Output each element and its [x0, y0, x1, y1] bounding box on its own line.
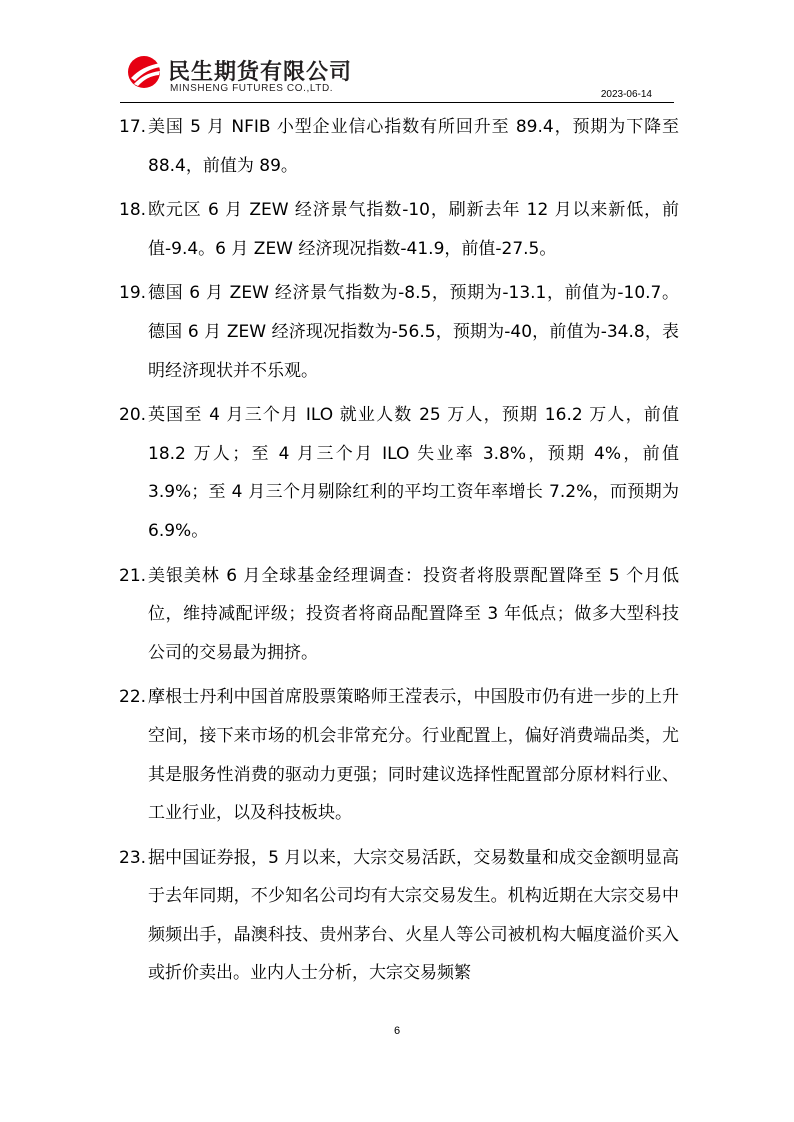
minsheng-logo-icon: [126, 54, 164, 90]
item-number: 18.: [119, 200, 147, 221]
item-number: 23.: [119, 847, 147, 868]
news-item-23: [119, 839, 679, 993]
header-divider: [120, 102, 674, 103]
item-text: 德国 6 月 ZEW 经济景气指数为-8.5，预期为-13.1，前值为-10.7。德国 6 月 ZEW 经济现况指数为-56.5，预期为-40，前值为-34.8，表明经济现状并不乐观。: [148, 283, 679, 381]
item-text: 美国 5 月 NFIB 小型企业信心指数有所回升至 89.4，预期为下降至 88.4，前值为 89。: [148, 117, 679, 176]
item-number: 22.: [119, 687, 147, 708]
news-item-18: [119, 191, 679, 268]
item-text: 英国至 4 月三个月 ILO 就业人数 25 万人，预期 16.2 万人，前值 18.2 万人；至 4 月三个月 ILO 失业率 3.8%，预期 4%，前值 3.9%；至 4 月三个月剔除红利的平均工资年率增长 7.2%，而预期为 6.9%。: [148, 405, 679, 541]
report-date: 2023-06-14: [600, 89, 652, 100]
brand-name-cn: 民生期货有限公司: [168, 60, 353, 85]
brand-name-en: MINSHENG FUTURES CO.,LTD.: [170, 83, 334, 94]
item-text: 据中国证券报，5 月以来，大宗交易活跃，交易数量和成交金额明显高于去年同期，不少知名公司均有大宗交易发生。机构近期在大宗交易中频频出手，晶澳科技、贵州茅台、火星人等公司被机构大幅度溢价买入或折价卖出。业内人士分析，大宗交易频繁: [148, 847, 679, 984]
page-header: [120, 52, 674, 102]
news-list: [119, 108, 679, 999]
news-item-22: [119, 678, 679, 832]
item-number: 21.: [119, 565, 147, 586]
news-item-17: [119, 108, 679, 185]
news-item-19: [119, 274, 679, 390]
item-text: 欧元区 6 月 ZEW 经济景气指数-10，刷新去年 12 月以来新低，前值-9.4。6 月 ZEW 经济现况指数-41.9，前值-27.5。: [148, 200, 679, 259]
item-number: 19.: [119, 283, 147, 304]
item-text: 美银美林 6 月全球基金经理调查：投资者将股票配置降至 5 个月低位，维持减配评级；投资者将商品配置降至 3 年低点；做多大型科技公司的交易最为拥挤。: [148, 565, 679, 663]
news-item-21: [119, 557, 679, 673]
item-text: 摩根士丹利中国首席股票策略师王滢表示，中国股市仍有进一步的上升空间，接下来市场的机会非常充分。行业配置上，偏好消费端品类，尤其是服务性消费的驱动力更强；同时建议选择性配置部分原材料行业、工业行业，以及科技板块。: [148, 687, 679, 824]
item-number: 17.: [119, 117, 147, 137]
item-number: 20.: [119, 405, 147, 426]
news-item-20: [119, 396, 679, 550]
page-number: 6: [393, 1025, 401, 1037]
